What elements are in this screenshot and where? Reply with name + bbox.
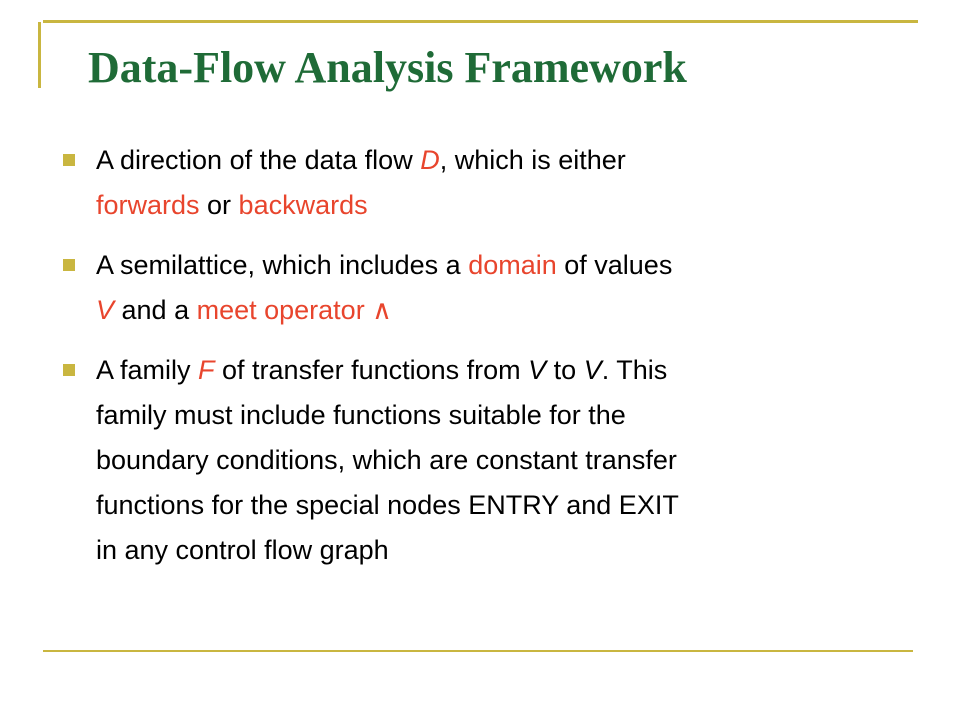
square-bullet-icon [63, 259, 75, 271]
bullet-direction [58, 138, 918, 228]
bullet-semilattice [58, 243, 918, 333]
text-run: A family [96, 355, 199, 385]
bullet-line: in any control flow graph [96, 535, 389, 565]
bullet-line [96, 288, 918, 333]
bullet-list [58, 138, 918, 588]
text-run: A direction of the data flow [96, 145, 421, 175]
bullet-line [96, 243, 918, 288]
term-forwards: forwards [96, 190, 200, 220]
bullet-line: family must include functions suitable for the [96, 400, 626, 430]
term-backwards: backwards [238, 190, 368, 220]
text-run: . This [601, 355, 668, 385]
text-run: of values [556, 250, 673, 280]
bullet-line [96, 183, 918, 228]
symbol-d: D [420, 145, 440, 175]
left-rule [38, 22, 41, 88]
symbol-v: V [583, 355, 602, 385]
bottom-rule [43, 650, 913, 652]
bullet-line: functions for the special nodes ENTRY and EXIT [96, 490, 679, 520]
symbol-v: V [96, 295, 115, 325]
term-meet-operator: meet operator ∧ [196, 295, 392, 325]
symbol-v: V [528, 355, 547, 385]
text-run: A semilattice, which includes a [96, 250, 469, 280]
text-run: , which is either [439, 145, 626, 175]
bullet-line [96, 138, 918, 183]
term-domain: domain [468, 250, 557, 280]
bullet-transfer-functions [58, 348, 918, 573]
slide-title: Data-Flow Analysis Framework [88, 43, 687, 92]
text-run: and a [114, 295, 197, 325]
text-run: of transfer functions from [214, 355, 529, 385]
symbol-f: F [198, 355, 215, 385]
bullet-line [96, 348, 918, 393]
top-rule [43, 20, 918, 23]
square-bullet-icon [63, 364, 75, 376]
square-bullet-icon [63, 154, 75, 166]
text-run: to [546, 355, 584, 385]
text-run: or [199, 190, 239, 220]
bullet-line: boundary conditions, which are constant transfer [96, 445, 677, 475]
